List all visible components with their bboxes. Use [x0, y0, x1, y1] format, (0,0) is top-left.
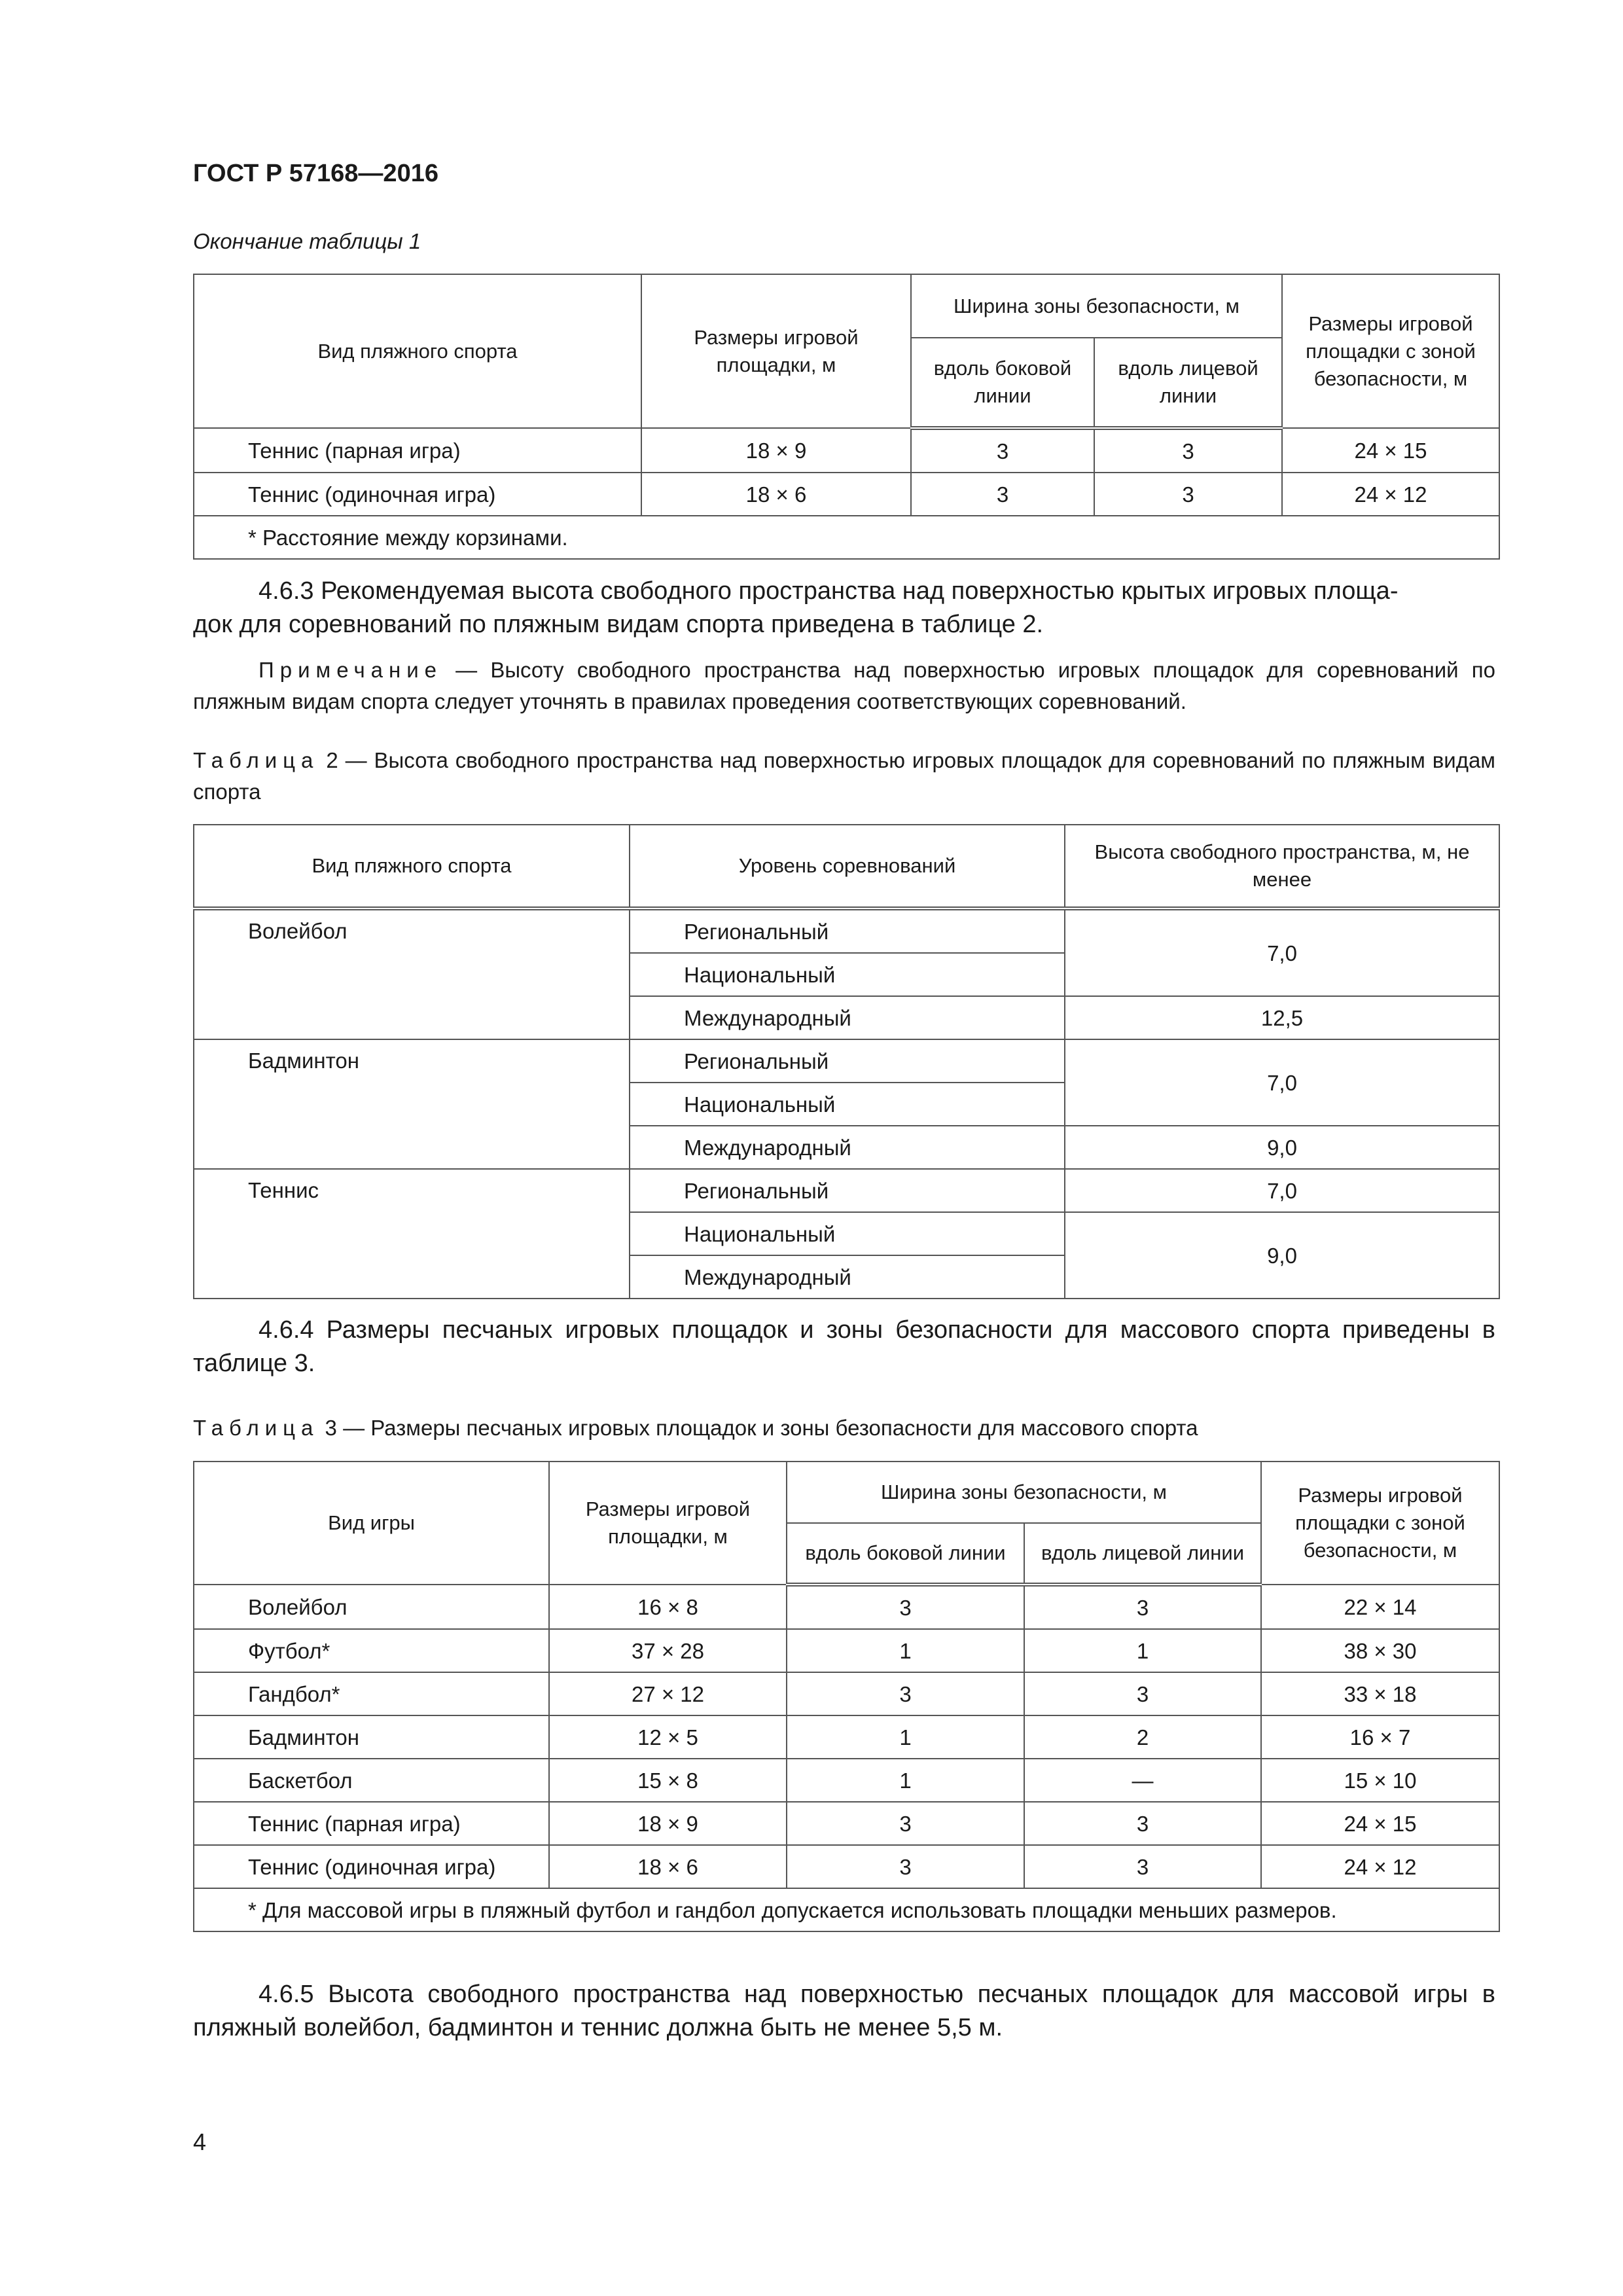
cell-side: 3 [787, 1672, 1024, 1715]
cell-end: 3 [1024, 1672, 1261, 1715]
cell-level: Международный [630, 1126, 1065, 1169]
page-number: 4 [193, 2128, 207, 2155]
cell-level: Национальный [630, 953, 1065, 996]
cell-sport: Волейбол [194, 908, 630, 1039]
cell: 3 [911, 473, 1094, 516]
table3-caption-text: 3 — Размеры песчаных игровых площадок и зоны безопасности для массового спорта [319, 1416, 1198, 1440]
table-row [194, 1715, 1499, 1759]
table3-caption [193, 1412, 1495, 1444]
cell-level: Региональный [630, 908, 1065, 953]
table2-label: Таблица [193, 748, 319, 772]
cell-height: 7,0 [1065, 1169, 1499, 1212]
cell: 24 × 15 [1282, 428, 1499, 473]
cell-side: 1 [787, 1715, 1024, 1759]
cell-level: Региональный [630, 1039, 1065, 1083]
paragraph-4-6-4: 4.6.4 Размеры песчаных игровых площадок и зоны безопасности для массового спорта приведены в таблице 3. [193, 1316, 1495, 1377]
cell-side: 3 [787, 1845, 1024, 1888]
cell-total: 22 × 14 [1261, 1585, 1499, 1629]
table2-caption [193, 745, 1495, 808]
cell-height: 9,0 [1065, 1212, 1499, 1299]
t3-footnote: * Для массовой игры в пляжный футбол и гандбол допускается использовать площадки меньших размеров. [194, 1888, 1499, 1931]
table-2 [193, 824, 1500, 1299]
t2-header-level: Уровень соревнований [630, 825, 1065, 908]
t3-header-end: вдоль лицевой линии [1024, 1523, 1261, 1585]
t1-header-sport: Вид пляжного спорта [194, 274, 641, 428]
cell-game: Футбол* [194, 1629, 549, 1672]
cell-sport: Бадминтон [194, 1039, 630, 1169]
t1-footnote: * Расстояние между корзинами. [194, 516, 1499, 559]
table-row [194, 1802, 1499, 1845]
cell-size: 18 × 6 [549, 1845, 787, 1888]
note-text: — Высоту свободного пространства над поверхностью игровых площадок для соревнований по пляжным видам спорта следует уточнять в правилах проведения соответствующих соревнований. [193, 658, 1495, 713]
table-row [194, 1672, 1499, 1715]
cell-end: 1 [1024, 1629, 1261, 1672]
cell-game: Теннис (парная игра) [194, 1802, 549, 1845]
cell-size: 37 × 28 [549, 1629, 787, 1672]
t2-header-sport: Вид пляжного спорта [194, 825, 630, 908]
cell-total: 38 × 30 [1261, 1629, 1499, 1672]
cell-size: 12 × 5 [549, 1715, 787, 1759]
table3-label: Таблица [193, 1416, 319, 1440]
cell-height: 7,0 [1065, 1039, 1499, 1126]
cell-size: 18 × 9 [549, 1802, 787, 1845]
cell-end: 3 [1024, 1845, 1261, 1888]
cell-level: Международный [630, 1255, 1065, 1299]
t1-header-total: Размеры игровой площадки с зоной безопасности, м [1282, 274, 1499, 428]
cell-total: 33 × 18 [1261, 1672, 1499, 1715]
cell-side: 1 [787, 1629, 1024, 1672]
table-3 [193, 1461, 1500, 1932]
table1-caption: Окончание таблицы 1 [193, 229, 421, 253]
cell-level: Национальный [630, 1083, 1065, 1126]
cell: 3 [1094, 428, 1282, 473]
cell-total: 24 × 15 [1261, 1802, 1499, 1845]
cell: 3 [911, 428, 1094, 473]
table-row [194, 1759, 1499, 1802]
cell-level: Региональный [630, 1169, 1065, 1212]
cell-end: 3 [1024, 1585, 1261, 1629]
cell-sport: Теннис [194, 1169, 630, 1299]
t1-header-side: вдоль боковой линии [911, 338, 1094, 428]
t1-header-zone: Ширина зоны безопасности, м [911, 274, 1282, 338]
table-row [194, 908, 1499, 953]
t1-header-size: Размеры игровой площадки, м [641, 274, 911, 428]
cell-game: Баскетбол [194, 1759, 549, 1802]
table-row [194, 1169, 1499, 1212]
cell-end: 2 [1024, 1715, 1261, 1759]
cell: 18 × 9 [641, 428, 911, 473]
cell-end: 3 [1024, 1802, 1261, 1845]
t3-header-game: Вид игры [194, 1462, 549, 1585]
table-row [194, 1629, 1499, 1672]
cell: 18 × 6 [641, 473, 911, 516]
cell-game: Теннис (одиночная игра) [194, 1845, 549, 1888]
paragraph-4-6-5: 4.6.5 Высота свободного пространства над поверхностью песчаных площадок для массовой игры в пляжный волейбол, бадминтон и теннис должна быть не менее 5,5 м. [193, 1981, 1495, 2041]
paragraph-line: док для соревнований по пляжным видам спорта приведена в таблице 2. [193, 611, 1044, 638]
cell-height: 9,0 [1065, 1126, 1499, 1169]
cell-total: 15 × 10 [1261, 1759, 1499, 1802]
table-row [194, 1585, 1499, 1629]
cell-size: 27 × 12 [549, 1672, 787, 1715]
cell-height: 7,0 [1065, 908, 1499, 996]
t3-header-zone: Ширина зоны безопасности, м [787, 1462, 1261, 1523]
paragraph-4-6-3 [193, 575, 1495, 641]
note-label: Примечание [259, 658, 443, 682]
cell-game: Гандбол* [194, 1672, 549, 1715]
document-header: ГОСТ Р 57168—2016 [193, 160, 438, 187]
cell-size: 15 × 8 [549, 1759, 787, 1802]
cell-size: 16 × 8 [549, 1585, 787, 1629]
paragraph-line: 4.6.3 Рекомендуемая высота свободного пространства над поверхностью крытых игровых площа- [259, 577, 1399, 605]
table2-caption-text: 2 — Высота свободного пространства над поверхностью игровых площадок для соревнований по пляжным видам спорта [193, 748, 1495, 804]
t3-header-size: Размеры игровой площадки, м [549, 1462, 787, 1585]
cell: 24 × 12 [1282, 473, 1499, 516]
table-row [194, 1039, 1499, 1083]
cell: 3 [1094, 473, 1282, 516]
table-row [194, 473, 1499, 516]
cell-level: Международный [630, 996, 1065, 1039]
cell-side: 1 [787, 1759, 1024, 1802]
table-1 [193, 274, 1500, 560]
cell-end: — [1024, 1759, 1261, 1802]
cell-height: 12,5 [1065, 996, 1499, 1039]
cell-game: Бадминтон [194, 1715, 549, 1759]
cell-level: Национальный [630, 1212, 1065, 1255]
cell-game: Волейбол [194, 1585, 549, 1629]
cell: Теннис (одиночная игра) [194, 473, 641, 516]
note [193, 655, 1495, 717]
cell-side: 3 [787, 1802, 1024, 1845]
t1-header-end: вдоль лицевой линии [1094, 338, 1282, 428]
table-row [194, 428, 1499, 473]
cell: Теннис (парная игра) [194, 428, 641, 473]
t3-header-total: Размеры игровой площадки с зоной безопасности, м [1261, 1462, 1499, 1585]
table-row [194, 1845, 1499, 1888]
t2-header-height: Высота свободного пространства, м, не менее [1065, 825, 1499, 908]
cell-total: 16 × 7 [1261, 1715, 1499, 1759]
cell-side: 3 [787, 1585, 1024, 1629]
t3-header-side: вдоль боковой линии [787, 1523, 1024, 1585]
cell-total: 24 × 12 [1261, 1845, 1499, 1888]
